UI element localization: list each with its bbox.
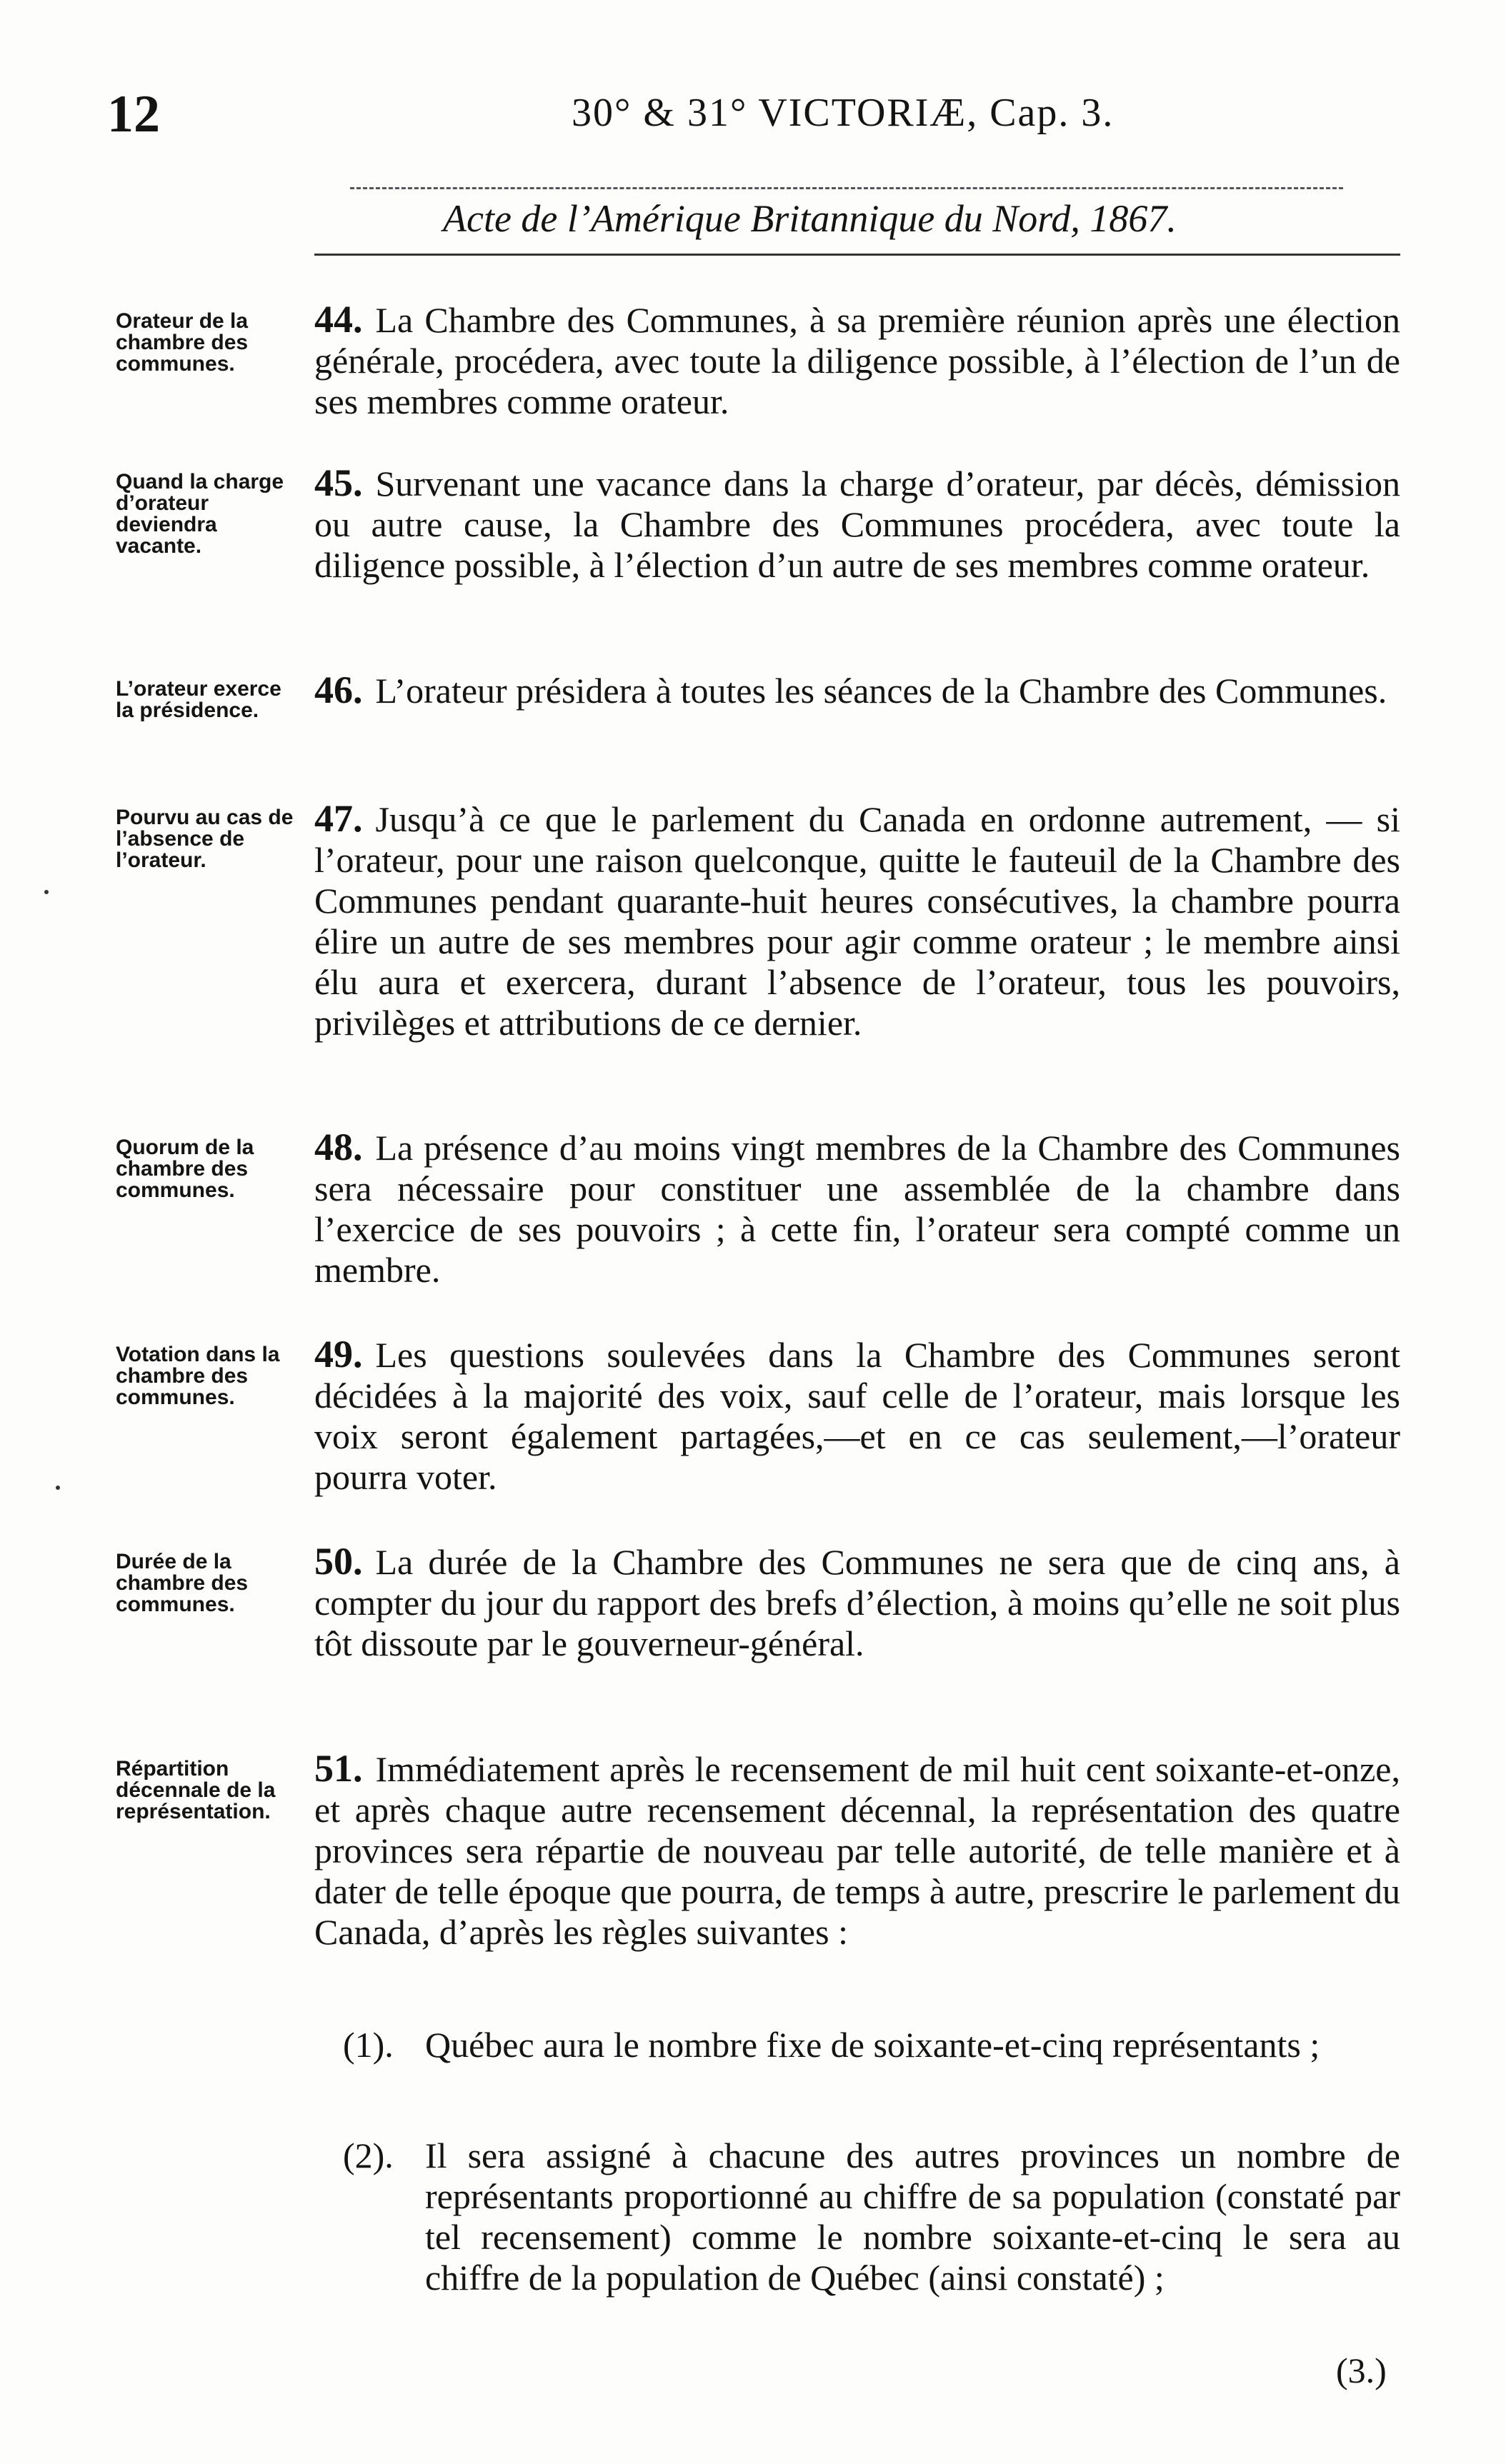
- section-body: L’orateur présidera à toutes les séances de la Chambre des Communes.: [375, 671, 1387, 711]
- running-title: 30° & 31° VICTORIÆ, Cap. 3.: [572, 91, 1114, 135]
- section-number: 44.: [314, 298, 363, 341]
- print-speck: [44, 890, 49, 894]
- rule-number: (1).: [343, 2025, 394, 2065]
- print-speck: [56, 1486, 60, 1490]
- section-body: La durée de la Chambre des Communes ne sera que de cinq ans, à compter du jour du rapport des brefs d’élection, à moins qu’elle ne soit plus tôt dissoute par le gouverneur-général.: [314, 1542, 1400, 1663]
- rule-text: Québec aura le nombre fixe de soixante-et-cinq représentants ;: [425, 2025, 1320, 2065]
- catchword: (3.): [1336, 2350, 1387, 2390]
- margin-note: Votation dans la chambre des communes.: [116, 1343, 280, 1409]
- section-number: 47.: [314, 797, 363, 840]
- section-body: La présence d’au moins vingt membres de la Chambre des Communes sera nécessaire pour constituer une assemblée de la chambre dans l’exercice de ses pouvoirs ; à cette fin, l’orateur sera compté comme un membre.: [314, 1128, 1400, 1290]
- section-number: 46.: [314, 668, 363, 711]
- section-number: 49.: [314, 1333, 363, 1376]
- margin-note: L’orateur exerce la présidence.: [116, 677, 281, 722]
- page-header: [0, 0, 1506, 300]
- section-body: Survenant une vacance dans la charge d’orateur, par décès, démission ou autre cause, la Chambre des Communes procédera, avec toute la diligence possible, à l’élection d’un autre de ses membres comme orateur.: [314, 464, 1400, 585]
- margin-note: Quorum de la chambre des communes.: [116, 1136, 254, 1202]
- margin-note: Quand la charge d’orateur deviendra vacante.: [116, 470, 284, 558]
- section-text: [314, 1748, 1400, 1953]
- section-text: [314, 798, 1400, 1043]
- section-body: La Chambre des Communes, à sa première réunion après une élection générale, procédera, avec toute la diligence possible, à l’élection de l’un de ses membres comme orateur.: [314, 300, 1400, 421]
- section-text: [314, 1127, 1400, 1291]
- section-body: Immédiatement après le recensement de mil huit cent soixante-et-onze, et après chaque autre recensement décennal, la représentation des quatre provinces sera répartie de nouveau par telle autorité, de telle manière et à dater de telle époque que pourra, de temps à autre, prescrire le parlement du Canada, d’après les règles suivantes :: [314, 1749, 1400, 1952]
- margin-note: Orateur de la chambre des communes.: [116, 309, 249, 376]
- rule-item-2: [343, 2135, 1400, 2298]
- section-text: [314, 670, 1400, 711]
- section-text: [314, 463, 1400, 586]
- section-text: [314, 299, 1400, 422]
- section-number: 51.: [314, 1747, 363, 1790]
- rule-number: (2).: [343, 2135, 394, 2175]
- section-text: [314, 1541, 1400, 1664]
- margin-note: Pourvu au cas de l’absence de l’orateur.: [116, 806, 294, 872]
- page-number: 12: [107, 85, 160, 144]
- section-number: 48.: [314, 1126, 363, 1168]
- rule-text: Il sera assigné à chacune des autres provinces un nombre de représentants proportionné au chiffre de sa population (constaté par tel recensement) comme le nombre soixante-et-cinq le sera au chiffre de la population de Québec (ainsi constaté) ;: [425, 2135, 1400, 2298]
- section-text: [314, 1334, 1400, 1498]
- act-title: Acte de l’Amérique Britannique du Nord, 1867.: [443, 197, 1177, 240]
- section-number: 45.: [314, 461, 363, 504]
- rule-item-1: [343, 2025, 1400, 2065]
- section-body: Les questions soulevées dans la Chambre des Communes seront décidées à la majorité des voix, sauf celle de l’orateur, mais lorsque les voix seront également partagées,—et en ce cas seulement,—l’orateur pourra voter.: [314, 1335, 1400, 1497]
- section-body: Jusqu’à ce que le parlement du Canada en ordonne autrement, — si l’orateur, pour une raison quelconque, quitte le fauteuil de la Chambre des Communes pendant quarante-huit heures consécutives, la chambre pourra élire un autre de ses membres pour agir comme orateur ; le membre ainsi élu aura et exercera, durant l’absence de l’orateur, tous les pouvoirs, privilèges et attributions de ce dernier.: [314, 799, 1400, 1043]
- header-rule: [314, 254, 1400, 256]
- margin-note: Durée de la chambre des communes.: [116, 1550, 249, 1616]
- margin-note: Répartition décennale de la représentation.: [116, 1757, 276, 1823]
- header-rule-dashed: [350, 187, 1343, 189]
- section-number: 50.: [314, 1540, 363, 1583]
